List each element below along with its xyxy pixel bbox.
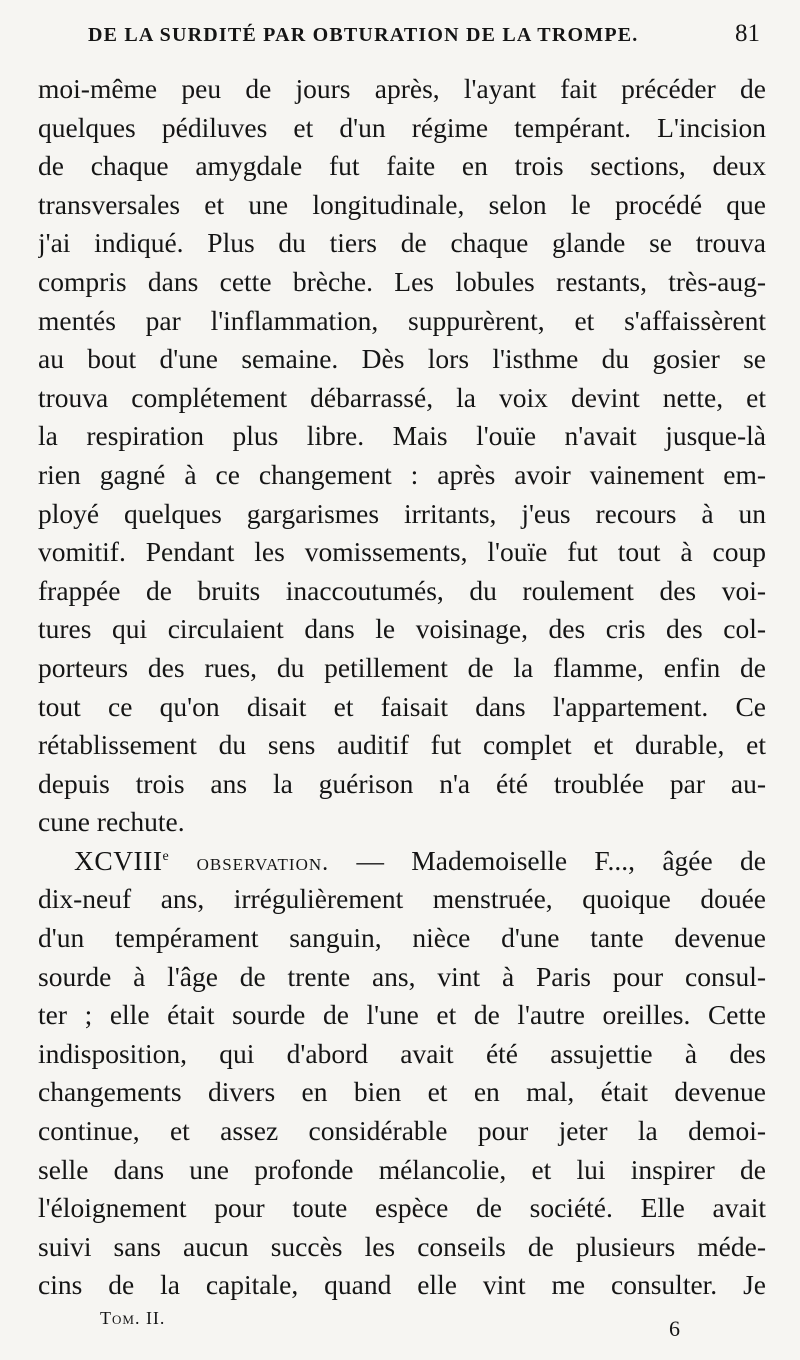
page-number: 81 (735, 20, 760, 47)
text-line: cune rechute. (38, 806, 185, 838)
text-line: changements divers en bien et en mal, était devenue (38, 1076, 766, 1108)
observation-numeral: XCVIII (74, 844, 163, 876)
text-line: frappée de bruits inaccoutumés, du roulement des voi- (38, 574, 766, 606)
text-line: tures qui circulaient dans le voisinage, des cris des col- (38, 613, 766, 645)
text-line: sourde à l'âge de trente ans, vint à Paris pour consul- (38, 960, 766, 992)
text-line: d'un tempérament sanguin, nièce d'une tante devenue (38, 922, 766, 954)
text-line: cins de la capitale, quand elle vint me consulter. Je (38, 1269, 766, 1301)
text-line: tout ce qu'on disait et faisait dans l'appartement. Ce (38, 690, 766, 722)
observation-first-line: — Mademoiselle F..., âgée de (356, 844, 766, 876)
text-line: rien gagné à ce changement : après avoir vainement em- (38, 458, 766, 490)
text-line: quelques pédiluves et d'un régime tempérant. L'incision (38, 111, 766, 143)
running-head (88, 20, 760, 49)
text-line: transversales et une longitudinale, selon le procédé que (38, 188, 766, 220)
running-title: DE LA SURDITÉ PAR OBTURATION DE LA TROMPE. (88, 24, 639, 46)
body-text (38, 70, 766, 1305)
text-line: j'ai indiqué. Plus du tiers de chaque glande se trouva (38, 227, 766, 259)
text-line: porteurs des rues, du petillement de la flamme, enfin de (38, 651, 766, 683)
observation-heading-line (38, 842, 766, 881)
sheet-signature-mark: 6 (669, 1316, 680, 1341)
text-line: rétablissement du sens auditif fut complet et durable, et (38, 729, 766, 761)
text-line: la respiration plus libre. Mais l'ouïe n'avait jusque-là (38, 420, 766, 452)
text-line: ployé quelques gargarismes irritants, j'eus recours à un (38, 497, 766, 529)
observation-number (74, 845, 169, 876)
text-line: dix-neuf ans, irrégulièrement menstruée, quoique douée (38, 883, 766, 915)
text-line: ter ; elle était sourde de l'une et de l'autre oreilles. Cette (38, 999, 766, 1031)
observation-label: observation. (196, 849, 330, 876)
text-line: moi-même peu de jours après, l'ayant fait précéder de (38, 73, 766, 104)
text-line: au bout d'une semaine. Dès lors l'isthme du gosier se (38, 343, 766, 375)
text-line: mentés par l'inflammation, suppurèrent, et s'affaissèrent (38, 304, 766, 336)
text-line: compris dans cette brèche. Les lobules restants, très-aug- (38, 265, 766, 297)
text-line: l'éloignement pour toute espèce de société. Elle avait (38, 1192, 766, 1224)
text-line: vomitif. Pendant les vomissements, l'ouïe fut tout à coup (38, 536, 766, 568)
observation-superscript: e (162, 848, 170, 864)
page-footer (100, 1308, 680, 1342)
text-line: depuis trois ans la guérison n'a été troublée par au- (38, 767, 766, 799)
text-line: selle dans une profonde mélancolie, et lui inspirer de (38, 1153, 766, 1185)
volume-signature: Tom. II. (100, 1308, 166, 1328)
text-line: suivi sans aucun succès les conseils de plusieurs méde- (38, 1230, 766, 1262)
text-line: trouva complétement débarrassé, la voix devint nette, et (38, 381, 766, 413)
text-line: indisposition, qui d'abord avait été assujettie à des (38, 1037, 766, 1069)
text-line: continue, et assez considérable pour jeter la demoi- (38, 1115, 766, 1147)
text-line: de chaque amygdale fut faite en trois sections, deux (38, 150, 766, 182)
